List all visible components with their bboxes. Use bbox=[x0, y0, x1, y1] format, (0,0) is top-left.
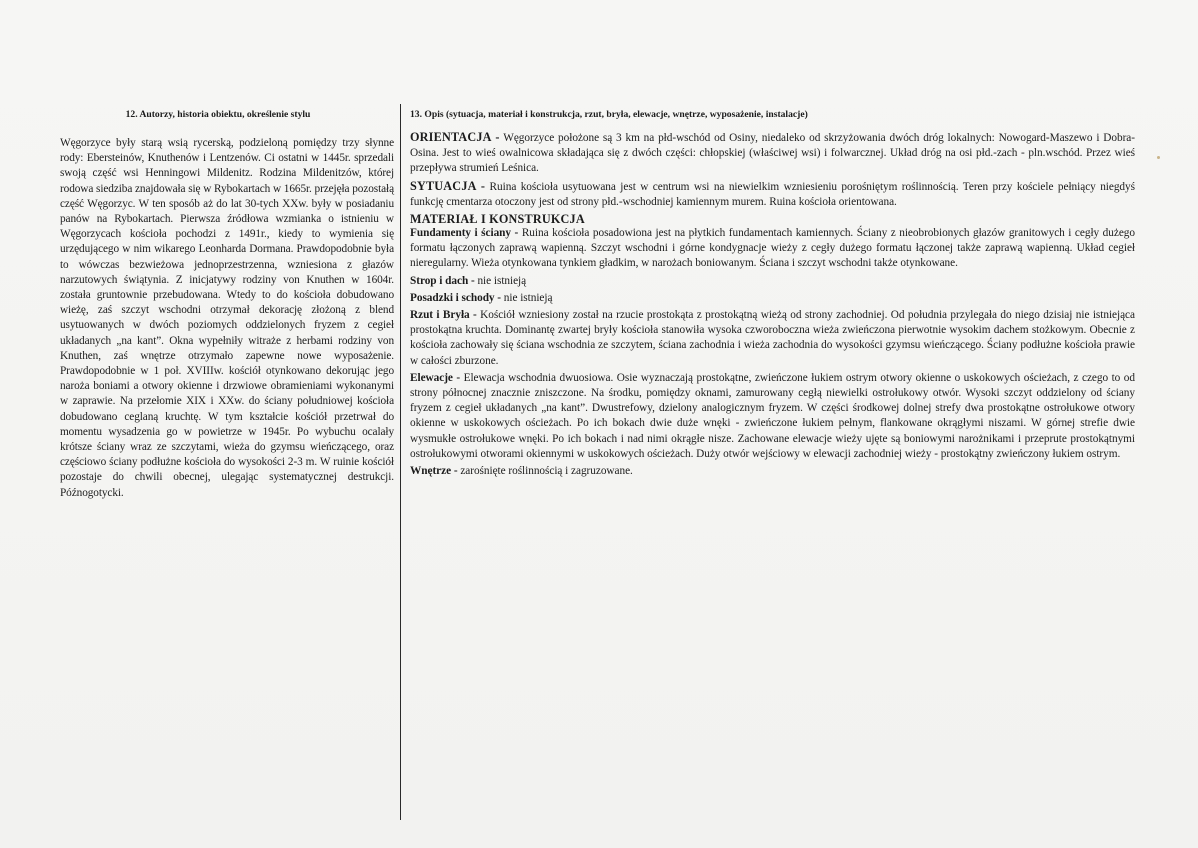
sytuacja-paragraph bbox=[410, 179, 1135, 210]
section-12-heading: 12. Autorzy, historia obiektu, określenie stylu bbox=[125, 109, 311, 120]
column-divider bbox=[400, 104, 401, 820]
elewacje-paragraph bbox=[410, 371, 1135, 462]
wnetrze-label: Wnętrze - bbox=[410, 465, 458, 478]
fundamenty-paragraph bbox=[410, 226, 1135, 272]
strop-text: nie istnieją bbox=[474, 274, 527, 287]
history-text: Węgorzyce były starą wsią rycerską, podzieloną pomiędzy trzy słynne rody: Ebersteinów, Knuthenów i Lentzenów. Ci ostatni w 1445r. sprzedali swoją część wsi Henningowi Mildenitz. Rodzina Mildenitzów, której rodowa siedziba znajdowała się w Rybokartach w 1665r. przejęła pozostałą część Węgorzyc. W ten sposób aż do lat 30-tych XXw. były w posiadaniu panów na Rybokartach. Pierwsza źródłowa wzmianka o istnieniu w Węgorzycach kościoła pochodzi z 1491r., kiedy to wymienia się urzędującego w nim wikarego Leonharda Dormana. Prawdopodobnie była to wówczas bezwieżowa jednoprzestrzenna, wzniesiona z głazów narzutowych świątynia. Z inicjatywy rodziny von Knuthen w 1604r. została gruntownie przebudowana. Wtedy to do kościoła dobudowano wieżę, zaś szczyt wschodni otrzymał dekorację złożoną z blend usytuowanych w dwóch poziomych oddzielonych fryzem z cegieł układanych „na kant”. Okna wypełniły witraże z herbami rodziny von Knuthen, zaś wnętrze otrzymało zapewne nowe wyposażenie. Prawdopodobnie w 1 poł. XVIIIw. kościół otynkowano dekorując jego naroża boniami a otwory okienne i drzwiowe obramieniami wykonanymi w zaprawie. Na przełomie XIX i XXw. do ściany południowej kościoła dobudowano ceglaną kruchtę. W tym kształcie kościół przetrwał do momentu wysadzenia go w powietrze w 1945r. Po wybuchu ocalały krótsze ściany wraz ze szczytami, wieża do gzymsu wieńczącego, oraz częściowo ściany podłużne kościoła do wysokości 2-3 m. W ruinie kościół pozostaje do chwili obecnej, ulegając systematycznej destrukcji. Późnogotycki. bbox=[60, 137, 394, 499]
strop-paragraph bbox=[410, 274, 1135, 289]
strop-label: Strop i dach - bbox=[410, 274, 475, 287]
orientacja-paragraph bbox=[410, 130, 1135, 177]
rzut-label: Rzut i Bryła - bbox=[410, 309, 477, 322]
orientacja-text: Węgorzyce położone są 3 km na płd-wschód od Osiny, niedaleko od skrzyżowania dwóch dróg lokalnych: Nowogard-Maszewo i Dobra-Osina. Jest to wieś owalnicowa składająca się z dwóch części: chłopskiej (właściwej wsi) i folwarcznej. Układ dróg na osi płd.-zach - pln.wschód. Przez wieś przepływa strumień Leśnica. bbox=[410, 132, 1135, 175]
rzut-text: Kościół wzniesiony został na rzucie prostokąta z prostokątną wieżą od strony zachodniej. Od południa przylegała do niego dzisiaj nie istniejąca prostokątna kruchta. Dominantę zwartej bryły kościoła stanowiła wysoka czworoboczna wieża zwieńczona pierwotnie wysokim dachem stożkowym. Obecnie z kościoła zachowały się ściana wschodnia ze szczytem, ściana zachodnia i wieża zachodnia do wysokości gzymsu wieńczącego. Ściany podłużne kościoła prawie w całości zburzone. bbox=[410, 309, 1135, 367]
wnetrze-text: zarośnięte roślinnością i zagruzowane. bbox=[457, 465, 633, 478]
sytuacja-label: SYTUACJA - bbox=[410, 178, 486, 193]
material-heading: MATERIAŁ I KONSTRUKCJA bbox=[410, 212, 585, 227]
section-13-heading: 13. Opis (sytuacja, materiał i konstrukcja, rzut, bryła, elewacje, wnętrze, wyposażenie, instalacje) bbox=[410, 109, 808, 120]
fundamenty-label: Fundamenty i ściany - bbox=[410, 227, 519, 240]
posadzki-label: Posadzki i schody - bbox=[410, 291, 502, 304]
rzut-paragraph bbox=[410, 308, 1135, 369]
fundamenty-text: Ruina kościoła posadowiona jest na płytkich fundamentach kamiennych. Ściany z nieobrobionych głazów granitowych i cegły dużego formatu łączonych zaprawą wapienną. Szczyt wschodni i górne kondygnacje wieży z cegły dużego formatu łączonej także zaprawą wapienną. Układ cegieł nieregularny. Wieża otynkowana tynkiem gładkim, w narożach boniowanym. Ściana i szczyt wschodni także otynkowane. bbox=[410, 227, 1135, 270]
sytuacja-text: Ruina kościoła usytuowana jest w centrum wsi na niewielkim wzniesieniu porośniętym roślinnością. Teren przy kościele pełniący niegdyś funkcję cmentarza otoczony jest od strony płd.-wschodniej kamiennym murem. Ruina kościoła orientowana. bbox=[410, 180, 1135, 208]
paper-speck bbox=[1157, 156, 1160, 159]
description-body bbox=[410, 130, 1135, 479]
posadzki-text: nie istnieją bbox=[501, 291, 553, 304]
elewacje-label: Elewacje - bbox=[410, 371, 461, 384]
orientacja-label: ORIENTACJA - bbox=[410, 130, 500, 144]
left-column bbox=[60, 108, 394, 501]
elewacje-text: Elewacja wschodnia dwuosiowa. Osie wyznaczają prostokątne, zwieńczone łukiem ostrym otwory okienne o uskokowych ościeżach, z czego to od strony północnej znacznie zniszczone. Na środku, pomiędzy oknami, zamurowany cegłą niewielki ostrołukowy otwór. Wysoki szczyt oddzielony od ściany fryzem z cegieł układanych „na kant”. Dwustrefowy, dzielony analogicznym fryzem. W części środkowej dolnej strefy dwa prostokątne ostrołukowe otwory okienne w uskokowych ościeżach. Po ich bokach dwie duże wnęki - zwieńczone łukiem pełnym, flankowane okrągłymi niszami. W górnej strefie dwie wysmukłe ostrołukowe wnęki. Po ich bokach i nad nimi okrągłe nisze. Zachowane elewacje wieży ujęte są boniowymi narożnikami i przeprute prostokątnymi ostrołukowymi otworami okiennymi w uskokowych ościeżach. Duży otwór wejściowy w elewacji zachodniej wieży - prostokątny zwieńczony łukiem ostrym. bbox=[410, 371, 1135, 460]
wnetrze-paragraph bbox=[410, 464, 1135, 479]
right-column bbox=[410, 108, 1135, 481]
posadzki-paragraph bbox=[410, 291, 1135, 306]
